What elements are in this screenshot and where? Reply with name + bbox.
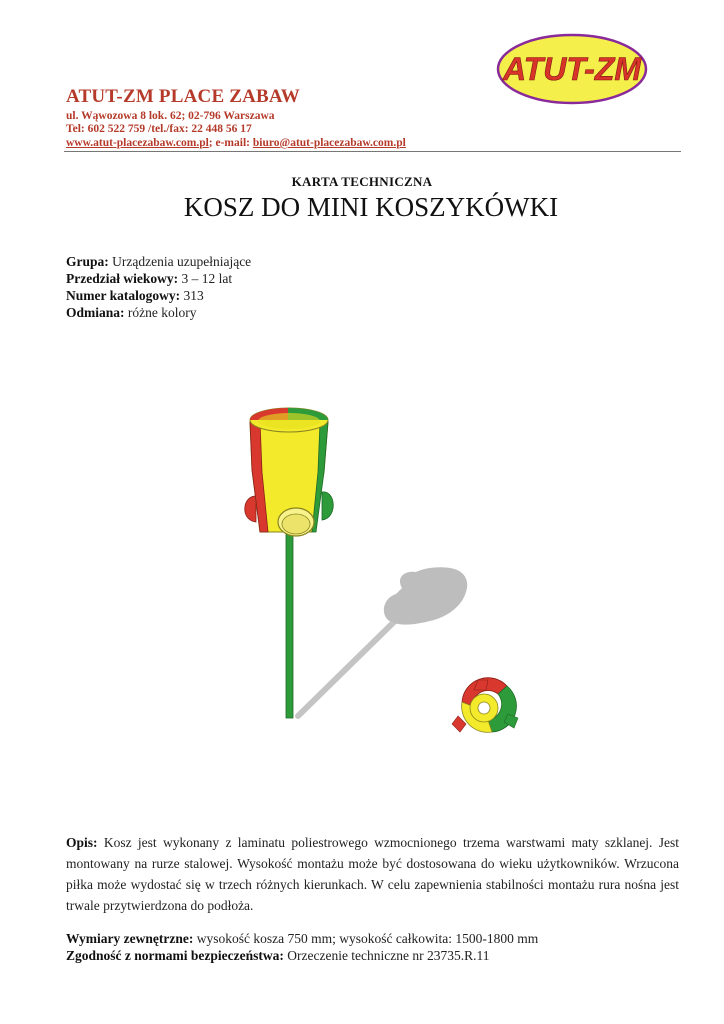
product-image	[212, 380, 532, 760]
description-label: Opis:	[66, 835, 98, 850]
spec-catalog-number: Numer katalogowy: 313	[66, 288, 204, 303]
company-name: ATUT-ZM PLACE ZABAW	[66, 86, 300, 107]
basket-ear-right	[322, 492, 333, 520]
email-prefix: ; e-mail:	[208, 137, 253, 149]
dimensions-row: Wymiary zewnętrzne: wysokość kosza 750 mm; wysokość całkowita: 1500-1800 mm	[66, 931, 539, 946]
company-contact-links	[66, 137, 406, 149]
pole	[286, 530, 293, 718]
website-link[interactable]: www.atut-placezabaw.com.pl	[66, 137, 209, 149]
spec-list	[66, 253, 251, 321]
basket-shadow	[384, 567, 467, 624]
logo-text: ATUT-ZM	[502, 51, 642, 87]
document-type: KARTA TECHNICZNA	[291, 174, 433, 189]
basket-opening	[258, 413, 320, 429]
description-paragraph	[66, 832, 679, 916]
header-divider	[64, 151, 681, 152]
email-link[interactable]: biuro@atut-placezabaw.com.pl	[252, 137, 406, 149]
dimensions-block	[66, 930, 538, 964]
spec-variant: Odmiana: różne kolory	[66, 305, 197, 320]
spec-group: Grupa: Urządzenia uzupełniające	[66, 254, 252, 269]
description-text: Kosz jest wykonany z laminatu poliestrowego wzmocnionego trzema warstwami maty szklanej. Jest montowany na rurze stalowej. Wysokość montażu może być dostosowana do wieku użytkowników. Wrzucona piłka może wydostać się w trzech różnych kierunkach. W celu zapewnienia stabilności montażu rura nośna jest trwale przytwierdzona do podłoża.	[66, 835, 679, 913]
company-phone: Tel: 602 522 759 /tel./fax: 22 448 56 17	[66, 123, 252, 135]
basket-ear-left	[245, 496, 256, 522]
basket-top-view	[452, 678, 518, 733]
compliance-row: Zgodność z normami bezpieczeństwa: Orzeczenie techniczne nr 23735.R.11	[66, 948, 490, 963]
spec-age-range: Przedział wiekowy: 3 – 12 lat	[66, 271, 233, 286]
company-address: ul. Wąwozowa 8 lok. 62; 02-796 Warszawa	[66, 110, 275, 122]
company-logo	[496, 33, 648, 105]
pole-shadow	[298, 618, 398, 716]
document-title: KOSZ DO MINI KOSZYKÓWKI	[183, 192, 559, 222]
